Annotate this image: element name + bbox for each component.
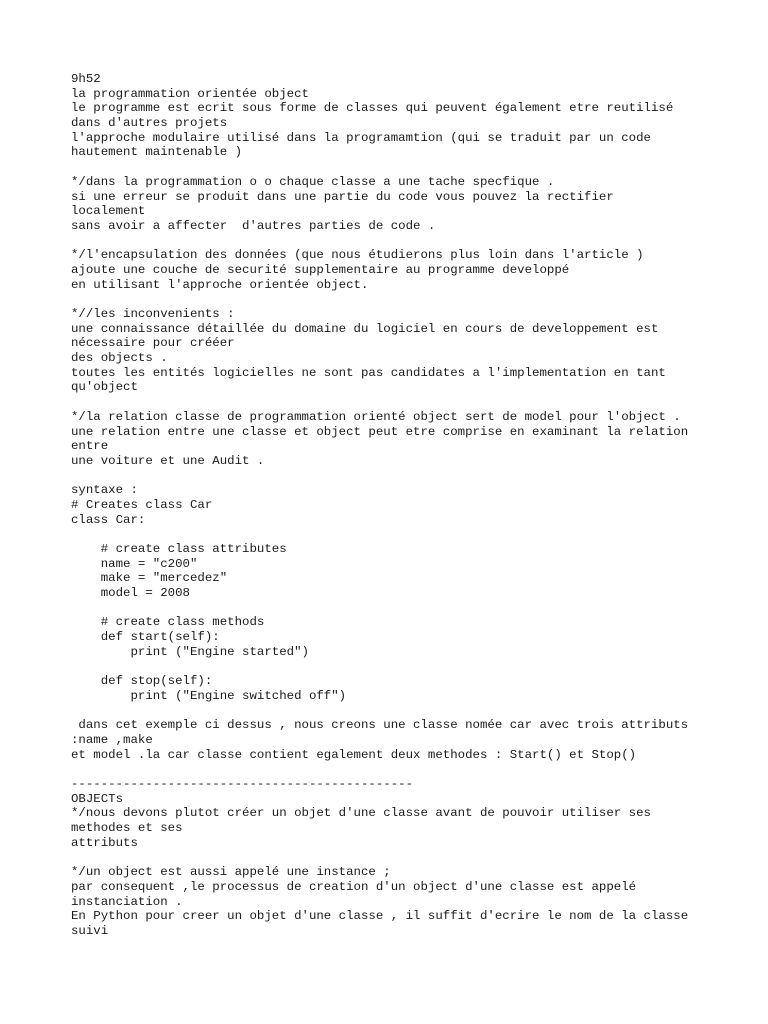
blank-line	[71, 850, 721, 865]
text-line: localement	[71, 204, 146, 219]
text-line: des objects .	[71, 351, 168, 366]
code-line: # create class attributes	[71, 542, 287, 556]
text-line: suivi	[71, 923, 109, 938]
text-line: dans d'autres projets	[71, 116, 228, 131]
text-line: */nous devons plutot créer un objet d'une classe avant de pouvoir utiliser ses	[71, 806, 651, 821]
blank-line	[71, 160, 721, 175]
code-line: class Car:	[71, 512, 146, 527]
code-line: # Creates class Car	[71, 497, 213, 512]
blank-line	[71, 704, 721, 719]
blank-line	[71, 660, 721, 675]
blank-line	[71, 469, 721, 484]
text-line: la programmation orientée object	[71, 86, 309, 101]
blank-line	[71, 234, 721, 249]
text-line: syntaxe :	[71, 483, 138, 498]
code-line: name = "c200"	[71, 556, 198, 571]
text-line: en utilisant l'approche orientée object.	[71, 277, 369, 292]
text-line: toutes les entités logicielles ne sont pas candidates a l'implementation en tant	[71, 365, 666, 380]
blank-line	[71, 762, 721, 777]
blank-line	[71, 395, 721, 410]
text-line: sans avoir a affecter d'autres parties de code .	[71, 218, 436, 233]
text-line: l'approche modulaire utilisé dans la programamtion (qui se traduit par un code	[71, 130, 651, 145]
blank-line	[71, 292, 721, 307]
text-line: attributs	[71, 835, 138, 850]
text-line: ajoute une couche de securité supplementaire au programme developpé	[71, 262, 570, 277]
text-line: */un object est aussi appelé une instance ;	[71, 865, 391, 880]
code-line: make = "mercedez"	[71, 571, 228, 586]
text-line: une relation entre une classe et object peut etre comprise en examinant la relation	[71, 424, 689, 439]
text-line: si une erreur se produit dans une partie du code vous pouvez la rectifier	[71, 189, 614, 204]
text-line: */dans la programmation o o chaque classe a une tache specfique .	[71, 174, 555, 189]
section-heading: OBJECTs	[71, 791, 124, 806]
code-line: def start(self):	[71, 630, 220, 645]
text-line: En Python pour creer un objet d'une classe , il suffit d'ecrire le nom de la classe	[71, 909, 689, 924]
code-line: # create class methods	[71, 615, 265, 630]
text-line: par consequent ,le processus de creation d'un object d'une classe est appelé	[71, 879, 637, 894]
blank-line	[71, 527, 721, 542]
text-line: */l'encapsulation des données (que nous étudierons plus loin dans l'article )	[71, 248, 644, 263]
text-line: le programme est ecrit sous forme de classes qui peuvent également etre reutilisé	[71, 101, 674, 116]
text-line: instanciation .	[71, 894, 183, 909]
text-line: qu'object	[71, 380, 138, 395]
text-line: une connaissance détaillée du domaine du logiciel en cours de developpement est	[71, 321, 659, 336]
text-line: methodes et ses	[71, 821, 183, 836]
document-page	[71, 72, 721, 939]
text-line: *//les inconvenients :	[71, 307, 235, 321]
text-line: et model .la car classe contient egalement deux methodes : Start() et Stop()	[71, 747, 637, 762]
text-line: hautement maintenable )	[71, 145, 243, 160]
code-line: print ("Engine switched off")	[71, 688, 347, 703]
code-line: def stop(self):	[71, 674, 213, 689]
divider-line: ----------------------------------------------	[71, 777, 414, 791]
text-line: entre	[71, 439, 109, 454]
text-line: 9h52	[71, 72, 101, 86]
text-line: nécessaire pour crééer	[71, 336, 235, 351]
code-line: print ("Engine started")	[71, 644, 309, 659]
code-line: model = 2008	[71, 586, 190, 601]
blank-line	[71, 601, 721, 616]
text-line: */la relation classe de programmation orienté object sert de model pour l'object .	[71, 409, 681, 424]
text-line: dans cet exemple ci dessus , nous creons une classe nomée car avec trois attributs	[71, 718, 689, 733]
text-line: :name ,make	[71, 732, 153, 747]
text-line: une voiture et une Audit .	[71, 453, 265, 468]
